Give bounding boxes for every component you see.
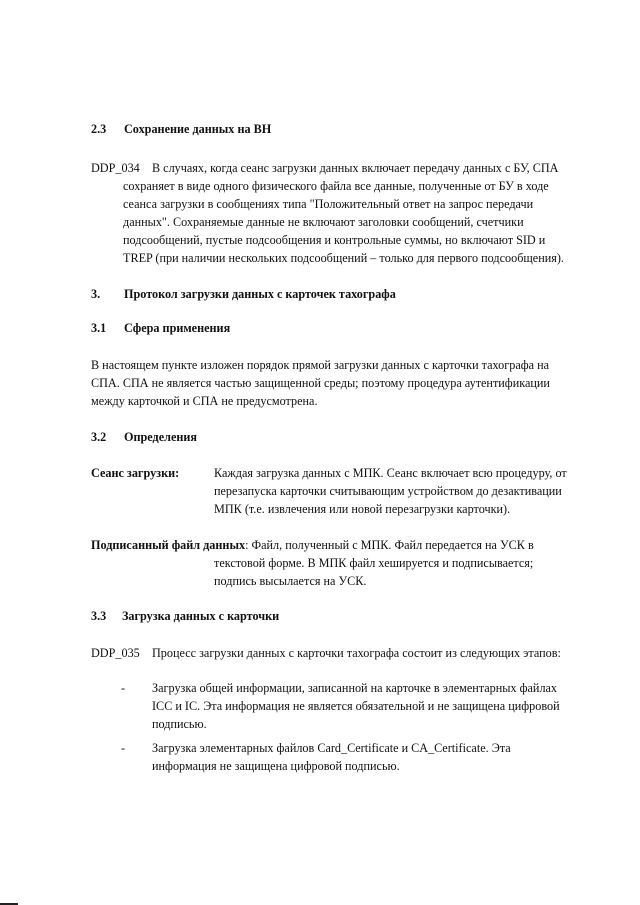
ddp-035-text: Процесс загрузки данных с карточки тахографа состоит из следующих этапов: <box>152 646 561 660</box>
section-3-1-heading <box>91 319 230 337</box>
bullet-item <box>152 679 560 733</box>
definition-signed-first-line <box>91 536 534 554</box>
text-line: Каждая загрузка данных с МПК. Сеанс включает всю процедуру, от <box>214 466 567 480</box>
section-3-3-heading <box>91 607 279 625</box>
text-line: перезапуска карточки считывающим устройством до дезактивации <box>214 484 562 498</box>
text-line: МПК (т.е. извлечения или новой перезагрузки карточки). <box>214 502 511 516</box>
bullet-dash: - <box>121 681 126 695</box>
section-title: Протокол загрузки данных с карточек тахографа <box>124 287 396 301</box>
definition-text <box>214 554 533 590</box>
section-number: 3.2 <box>91 430 107 444</box>
ddp-034-line-1: В случаях, когда сеанс загрузки данных включает передачу данных с БУ, СПА <box>152 161 559 175</box>
text-line: TREP (при наличии нескольких подсообщений – только для первого подсообщения). <box>123 251 564 265</box>
text-line: подписью. <box>152 717 207 731</box>
text-line: между карточкой и СПА не предусмотрена. <box>91 394 318 408</box>
section-number: 2.3 <box>91 122 107 136</box>
definition-term: Подписанный файл данных <box>91 538 246 552</box>
bullet-dash: - <box>121 741 126 755</box>
text-line: подпись высылается на УСК. <box>214 574 367 588</box>
text-line: СПА. СПА не является частью защищенной среды; поэтому процедура аутентификации <box>91 376 550 390</box>
section-3-2-heading <box>91 428 197 446</box>
definition-term: Сеанс загрузки: <box>91 466 180 480</box>
text-line: подсообщений, пустые подсообщения и контрольные суммы, но включают SID и <box>123 233 546 247</box>
section-title: Сохранение данных на ВН <box>124 122 272 136</box>
section-2-3-heading <box>91 120 271 138</box>
section-number: 3.1 <box>91 321 107 335</box>
definition-text <box>214 464 567 518</box>
text-line: Загрузка общей информации, записанной на карточке в элементарных файлах <box>152 681 558 695</box>
text-line: сеанса загрузки в сообщениях типа "Положительный ответ на запрос передачи <box>123 197 534 211</box>
section-title: Загрузка данных с карточки <box>122 609 280 623</box>
text-line: Загрузка элементарных файлов Card_Certificate и CA_Certificate. Эта <box>152 741 511 755</box>
text-line: текстовой форме. В МПК файл хешируется и подписывается; <box>214 556 534 570</box>
ddp-034-body <box>123 177 564 267</box>
section-number: 3.3 <box>91 609 107 623</box>
requirement-id: DDP_035 <box>91 646 140 660</box>
section-title: Определения <box>124 430 197 444</box>
text-line: сохраняет в виде одного физического файла все данные, полученные от БУ в ходе <box>123 179 549 193</box>
requirement-id: DDP_034 <box>91 161 140 175</box>
scope-paragraph <box>91 356 550 410</box>
text-line: информация не защищена цифровой подписью. <box>152 759 400 773</box>
bullet-item <box>152 739 511 775</box>
text-line: : Файл, полученный с МПК. Файл передается на УСК в <box>245 538 534 552</box>
text-line: В настоящем пункте изложен порядок прямой загрузки данных с карточки тахографа на <box>91 358 550 372</box>
text-line: ICC и IC. Эта информация не является обязательной и не защищена цифровой <box>152 699 560 713</box>
text-line: данных". Сохраняемые данные не включают заголовки сообщений, счетчики <box>123 215 524 229</box>
section-3-heading <box>91 285 396 303</box>
section-number: 3. <box>91 287 101 301</box>
section-title: Сфера применения <box>124 321 231 335</box>
